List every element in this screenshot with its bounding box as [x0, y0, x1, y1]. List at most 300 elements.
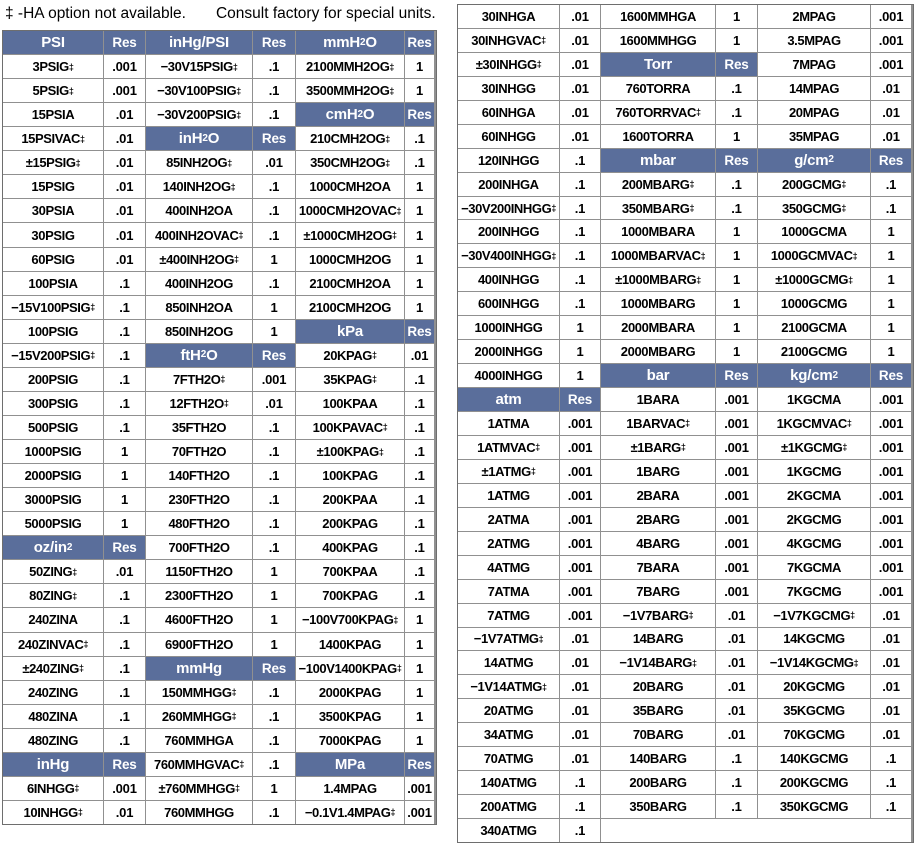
res-cell: 1	[405, 633, 434, 656]
res-header-cell: Res	[104, 753, 145, 776]
model-cell: 1400KPAG	[296, 633, 404, 656]
model-cell: 240ZINA	[3, 608, 103, 631]
model-cell: 3000PSIG	[3, 488, 103, 511]
res-cell: .01	[405, 344, 434, 367]
res-cell: .01	[104, 199, 145, 222]
model-cell: 1600MMHGG	[601, 29, 715, 52]
res-cell: 1	[253, 248, 295, 271]
res-cell: .1	[560, 220, 600, 243]
res-cell: 1	[560, 364, 600, 387]
model-cell: 200PSIG	[3, 368, 103, 391]
unit-header-cell: inHg/PSI	[146, 31, 252, 54]
model-cell: ±15PSIG ‡	[3, 151, 103, 174]
model-cell: 1000MBARG	[601, 292, 715, 315]
res-cell: .1	[871, 173, 911, 196]
res-cell: 1	[405, 272, 434, 295]
res-cell: 1	[716, 292, 757, 315]
res-cell: .1	[716, 77, 757, 100]
res-cell: .01	[871, 675, 911, 698]
model-cell: 500PSIG	[3, 416, 103, 439]
res-cell: .1	[253, 512, 295, 535]
model-cell: 12FTH2O ‡	[146, 392, 252, 415]
model-cell: 2100GCMG	[758, 340, 870, 363]
model-cell: 3500KPAG	[296, 705, 404, 728]
model-cell: 350MBARG ‡	[601, 197, 715, 220]
res-cell: .01	[104, 127, 145, 150]
model-cell: 15PSIA	[3, 103, 103, 126]
model-cell: 200MBARG ‡	[601, 173, 715, 196]
res-cell: .001	[871, 388, 911, 411]
res-cell: .1	[104, 681, 145, 704]
res-cell: .1	[405, 464, 434, 487]
res-cell: .1	[104, 657, 145, 680]
res-cell: .1	[253, 681, 295, 704]
model-cell: 4ATMG	[458, 556, 559, 579]
model-cell: 400INH2OG	[146, 272, 252, 295]
res-cell: .01	[253, 392, 295, 415]
res-cell: .001	[716, 388, 757, 411]
res-cell: 1	[405, 705, 434, 728]
res-cell: .001	[871, 460, 911, 483]
res-cell: .01	[560, 699, 600, 722]
model-cell: 1KGCMG	[758, 460, 870, 483]
model-cell: 7BARG	[601, 580, 715, 603]
model-cell: 7KGCMA	[758, 556, 870, 579]
res-cell: .1	[405, 416, 434, 439]
unit-header-cell: mbar	[601, 149, 715, 172]
res-cell: 1	[253, 560, 295, 583]
res-cell: .1	[716, 173, 757, 196]
model-cell: 480ZING	[3, 729, 103, 752]
res-cell: 1	[104, 512, 145, 535]
model-cell: ±100KPAG ‡	[296, 440, 404, 463]
model-cell: 6INHGG ‡	[3, 777, 103, 800]
res-cell: .1	[104, 608, 145, 631]
res-cell: .1	[405, 440, 434, 463]
model-cell: 15PSIG	[3, 175, 103, 198]
model-cell: 400INH2OVAC ‡	[146, 223, 252, 246]
res-cell: .1	[253, 801, 295, 824]
model-cell: 4000INHGG	[458, 364, 559, 387]
model-cell: 7BARA	[601, 556, 715, 579]
res-cell: .01	[716, 651, 757, 674]
model-cell: 200GCMG ‡	[758, 173, 870, 196]
res-cell: .1	[104, 729, 145, 752]
model-cell: −30V400INHGG ‡	[458, 244, 559, 267]
res-header-cell: Res	[871, 149, 911, 172]
pressure-range-table-right	[457, 4, 914, 843]
model-cell: 200ATMG	[458, 795, 559, 818]
model-cell: 300PSIG	[3, 392, 103, 415]
model-cell: 240ZINVAC ‡	[3, 633, 103, 656]
model-cell: 200KGCMG	[758, 771, 870, 794]
res-cell: .01	[560, 101, 600, 124]
model-cell: 5000PSIG	[3, 512, 103, 535]
unit-header-cell: ftH 2 O	[146, 344, 252, 367]
res-cell: .1	[253, 464, 295, 487]
model-cell: 60PSIG	[3, 248, 103, 271]
model-cell: 7ATMG	[458, 604, 559, 627]
empty-cell	[601, 819, 911, 842]
model-cell: 2KGCMA	[758, 484, 870, 507]
model-cell: −30V200INHGG ‡	[458, 197, 559, 220]
model-cell: −1V7ATMG ‡	[458, 628, 559, 651]
res-cell: .1	[405, 512, 434, 535]
model-cell: 7FTH2O ‡	[146, 368, 252, 391]
res-cell: .001	[871, 5, 911, 28]
model-cell: 20KGCMG	[758, 675, 870, 698]
model-cell: 140INH2OG ‡	[146, 175, 252, 198]
res-cell: 1	[253, 320, 295, 343]
res-cell: .01	[104, 560, 145, 583]
res-cell: .1	[871, 795, 911, 818]
res-cell: .1	[253, 416, 295, 439]
model-cell: −1V14KGCMG ‡	[758, 651, 870, 674]
res-cell: .001	[716, 508, 757, 531]
unit-header-cell: kPa	[296, 320, 404, 343]
model-cell: ±1ATMG ‡	[458, 460, 559, 483]
model-cell: ±760MMHGG ‡	[146, 777, 252, 800]
res-header-cell: Res	[405, 103, 434, 126]
res-cell: 1	[405, 199, 434, 222]
res-cell: .01	[560, 747, 600, 770]
res-cell: .1	[716, 747, 757, 770]
res-cell: 1	[253, 608, 295, 631]
res-header-cell: Res	[716, 149, 757, 172]
res-cell: 1	[405, 681, 434, 704]
res-cell: .01	[716, 604, 757, 627]
model-cell: 14MPAG	[758, 77, 870, 100]
res-cell: .1	[104, 320, 145, 343]
model-cell: 1ATMA	[458, 412, 559, 435]
res-cell: .001	[560, 412, 600, 435]
res-cell: 1	[405, 248, 434, 271]
model-cell: 2100GCMA	[758, 316, 870, 339]
res-cell: 1	[405, 79, 434, 102]
res-cell: .1	[405, 488, 434, 511]
model-cell: 2BARG	[601, 508, 715, 531]
res-cell: .01	[104, 151, 145, 174]
res-cell: 1	[253, 777, 295, 800]
model-cell: 2000PSIG	[3, 464, 103, 487]
model-cell: −30V100PSIG ‡	[146, 79, 252, 102]
model-cell: 50ZING ‡	[3, 560, 103, 583]
model-cell: 20BARG	[601, 675, 715, 698]
res-cell: .001	[405, 777, 434, 800]
res-cell: .1	[871, 771, 911, 794]
model-cell: 6900FTH2O	[146, 633, 252, 656]
res-header-cell: Res	[253, 127, 295, 150]
model-cell: 5PSIG ‡	[3, 79, 103, 102]
model-cell: 100KPAA	[296, 392, 404, 415]
res-cell: .01	[716, 723, 757, 746]
model-cell: 140KGCMG	[758, 747, 870, 770]
model-cell: −0.1V1.4MPAG ‡	[296, 801, 404, 824]
unit-header-cell: mmH 2 O	[296, 31, 404, 54]
res-cell: .1	[405, 560, 434, 583]
res-cell: .1	[560, 292, 600, 315]
model-cell: 70ATMG	[458, 747, 559, 770]
res-cell: 1	[716, 268, 757, 291]
res-cell: 1	[871, 316, 911, 339]
res-cell: .1	[560, 819, 600, 842]
res-cell: .01	[871, 77, 911, 100]
res-cell: .001	[871, 556, 911, 579]
res-cell: 1	[405, 175, 434, 198]
res-cell: 1	[253, 584, 295, 607]
res-cell: 1	[716, 220, 757, 243]
res-cell: 1	[871, 244, 911, 267]
res-cell: .1	[716, 101, 757, 124]
res-cell: .1	[405, 536, 434, 559]
res-cell: .1	[253, 488, 295, 511]
model-cell: 3.5MPAG	[758, 29, 870, 52]
res-cell: .001	[560, 460, 600, 483]
res-cell: .001	[560, 436, 600, 459]
res-cell: .01	[560, 77, 600, 100]
res-cell: .001	[871, 412, 911, 435]
model-cell: 70FTH2O	[146, 440, 252, 463]
res-cell: .1	[253, 79, 295, 102]
model-cell: 200KPAG	[296, 512, 404, 535]
model-cell: 200INHGA	[458, 173, 559, 196]
res-cell: .01	[104, 248, 145, 271]
res-cell: .001	[716, 412, 757, 435]
model-cell: 760TORRVAC ‡	[601, 101, 715, 124]
res-cell: 1	[716, 316, 757, 339]
res-cell: .1	[405, 151, 434, 174]
res-cell: .1	[253, 103, 295, 126]
model-cell: ±1BARG ‡	[601, 436, 715, 459]
res-cell: .1	[405, 392, 434, 415]
res-cell: 1	[871, 220, 911, 243]
model-cell: 35BARG	[601, 699, 715, 722]
res-cell: .1	[104, 416, 145, 439]
res-cell: .01	[871, 604, 911, 627]
unit-header-cell: inH 2 O	[146, 127, 252, 150]
model-cell: 350GCMG ‡	[758, 197, 870, 220]
res-cell: .1	[104, 296, 145, 319]
res-cell: .1	[405, 127, 434, 150]
model-cell: 700KPAA	[296, 560, 404, 583]
model-cell: 700KPAG	[296, 584, 404, 607]
unit-header-cell: MPa	[296, 753, 404, 776]
model-cell: 350BARG	[601, 795, 715, 818]
model-cell: 100KPAVAC ‡	[296, 416, 404, 439]
res-cell: .001	[716, 484, 757, 507]
res-header-cell: Res	[405, 320, 434, 343]
res-cell: 1	[253, 633, 295, 656]
res-cell: .01	[716, 699, 757, 722]
res-cell: 1	[716, 125, 757, 148]
model-cell: 260MMHGG ‡	[146, 705, 252, 728]
model-cell: 2300FTH2O	[146, 584, 252, 607]
model-cell: 1ATMVAC ‡	[458, 436, 559, 459]
res-cell: 1	[871, 268, 911, 291]
model-cell: −100V1400KPAG ‡	[296, 657, 404, 680]
res-cell: .001	[716, 436, 757, 459]
res-cell: .001	[871, 532, 911, 555]
model-cell: 200KPAA	[296, 488, 404, 511]
res-cell: .01	[104, 801, 145, 824]
res-cell: .001	[560, 484, 600, 507]
model-cell: 760TORRA	[601, 77, 715, 100]
res-cell: .1	[104, 272, 145, 295]
res-cell: .01	[871, 101, 911, 124]
model-cell: ±400INH2OG ‡	[146, 248, 252, 271]
res-cell: .1	[560, 268, 600, 291]
res-cell: .1	[253, 199, 295, 222]
model-cell: ±1000GCMG ‡	[758, 268, 870, 291]
res-cell: .1	[104, 705, 145, 728]
model-cell: 30INHGA	[458, 5, 559, 28]
model-cell: 210CMH2OG ‡	[296, 127, 404, 150]
model-cell: 35MPAG	[758, 125, 870, 148]
model-cell: 1BARVAC ‡	[601, 412, 715, 435]
res-cell: .1	[104, 633, 145, 656]
model-cell: 2KGCMG	[758, 508, 870, 531]
model-cell: −30V200PSIG ‡	[146, 103, 252, 126]
model-cell: 200INHGG	[458, 220, 559, 243]
model-cell: 1000CMH2OA	[296, 175, 404, 198]
res-header-cell: Res	[871, 364, 911, 387]
model-cell: 30PSIA	[3, 199, 103, 222]
res-cell: 1	[253, 296, 295, 319]
model-cell: 1BARA	[601, 388, 715, 411]
model-cell: 140FTH2O	[146, 464, 252, 487]
model-cell: 3500MMH2OG ‡	[296, 79, 404, 102]
unit-header-cell: inHg	[3, 753, 103, 776]
res-cell: .1	[104, 584, 145, 607]
res-header-cell: Res	[104, 536, 145, 559]
model-cell: 1000PSIG	[3, 440, 103, 463]
res-cell: .01	[716, 628, 757, 651]
model-cell: 35KGCMG	[758, 699, 870, 722]
model-cell: 2ATMG	[458, 532, 559, 555]
model-cell: 120INHGG	[458, 149, 559, 172]
model-cell: 760MMHGG	[146, 801, 252, 824]
res-cell: 1	[716, 29, 757, 52]
res-cell: .1	[560, 244, 600, 267]
res-header-cell: Res	[104, 31, 145, 54]
footnote-ha: ‡ -HA option not available.	[5, 5, 186, 22]
model-cell: 80ZING ‡	[3, 584, 103, 607]
res-cell: .01	[560, 723, 600, 746]
res-cell: 1	[405, 657, 434, 680]
model-cell: 7MPAG	[758, 53, 870, 76]
res-cell: .1	[253, 729, 295, 752]
model-cell: 760MMHGVAC ‡	[146, 753, 252, 776]
res-cell: 1	[405, 608, 434, 631]
model-cell: 70KGCMG	[758, 723, 870, 746]
model-cell: 4KGCMG	[758, 532, 870, 555]
model-cell: 400INH2OA	[146, 199, 252, 222]
res-cell: 1	[405, 223, 434, 246]
model-cell: 1600MMHGA	[601, 5, 715, 28]
model-cell: 3PSIG ‡	[3, 55, 103, 78]
model-cell: 85INH2OG ‡	[146, 151, 252, 174]
res-cell: .01	[871, 125, 911, 148]
res-cell: .01	[560, 53, 600, 76]
model-cell: 34ATMG	[458, 723, 559, 746]
res-cell: 1	[871, 340, 911, 363]
res-header-cell: Res	[716, 53, 757, 76]
res-cell: .001	[871, 53, 911, 76]
pressure-range-table-left	[2, 30, 437, 825]
res-cell: .1	[253, 223, 295, 246]
res-cell: .1	[253, 272, 295, 295]
res-cell: .1	[405, 368, 434, 391]
res-header-cell: Res	[253, 657, 295, 680]
res-cell: .1	[871, 197, 911, 220]
unit-header-cell: g/cm 2	[758, 149, 870, 172]
res-cell: .1	[560, 149, 600, 172]
res-cell: .01	[560, 628, 600, 651]
res-cell: 1	[716, 244, 757, 267]
unit-header-cell: bar	[601, 364, 715, 387]
model-cell: 2ATMA	[458, 508, 559, 531]
model-cell: 200BARG	[601, 771, 715, 794]
model-cell: 100KPAG	[296, 464, 404, 487]
footnote-factory: Consult factory for special units.	[215, 5, 436, 22]
model-cell: 1KGCMVAC ‡	[758, 412, 870, 435]
res-cell: .001	[104, 777, 145, 800]
model-cell: 1150FTH2O	[146, 560, 252, 583]
res-cell: .1	[253, 175, 295, 198]
res-cell: 1	[405, 729, 434, 752]
model-cell: 2000KPAG	[296, 681, 404, 704]
model-cell: 700FTH2O	[146, 536, 252, 559]
model-cell: 60INHGG	[458, 125, 559, 148]
res-cell: .1	[871, 747, 911, 770]
model-cell: 140BARG	[601, 747, 715, 770]
model-cell: −1V14BARG ‡	[601, 651, 715, 674]
res-cell: .001	[560, 508, 600, 531]
model-cell: 35KPAG ‡	[296, 368, 404, 391]
res-cell: .001	[560, 604, 600, 627]
model-cell: 1000MBARA	[601, 220, 715, 243]
res-cell: .001	[560, 556, 600, 579]
res-cell: .1	[560, 197, 600, 220]
res-cell: .01	[716, 675, 757, 698]
model-cell: 340ATMG	[458, 819, 559, 842]
model-cell: 350CMH2OG ‡	[296, 151, 404, 174]
res-cell: 1	[560, 316, 600, 339]
model-cell: ±1000MBARG ‡	[601, 268, 715, 291]
unit-header-cell: cmH 2 O	[296, 103, 404, 126]
model-cell: 7000KPAG	[296, 729, 404, 752]
model-cell: 1000INHGG	[458, 316, 559, 339]
model-cell: 350KGCMG	[758, 795, 870, 818]
model-cell: 100PSIA	[3, 272, 103, 295]
model-cell: 1000GCMA	[758, 220, 870, 243]
model-cell: 100PSIG	[3, 320, 103, 343]
model-cell: 2MPAG	[758, 5, 870, 28]
res-cell: .01	[104, 175, 145, 198]
model-cell: 2000MBARA	[601, 316, 715, 339]
model-cell: 600INHGG	[458, 292, 559, 315]
model-cell: 1KGCMA	[758, 388, 870, 411]
model-cell: 480FTH2O	[146, 512, 252, 535]
model-cell: 7KGCMG	[758, 580, 870, 603]
model-cell: 1000GCMG	[758, 292, 870, 315]
res-cell: .1	[560, 795, 600, 818]
res-cell: .001	[104, 79, 145, 102]
model-cell: 400INHGG	[458, 268, 559, 291]
model-cell: 14BARG	[601, 628, 715, 651]
res-cell: 1	[716, 5, 757, 28]
model-cell: 140ATMG	[458, 771, 559, 794]
